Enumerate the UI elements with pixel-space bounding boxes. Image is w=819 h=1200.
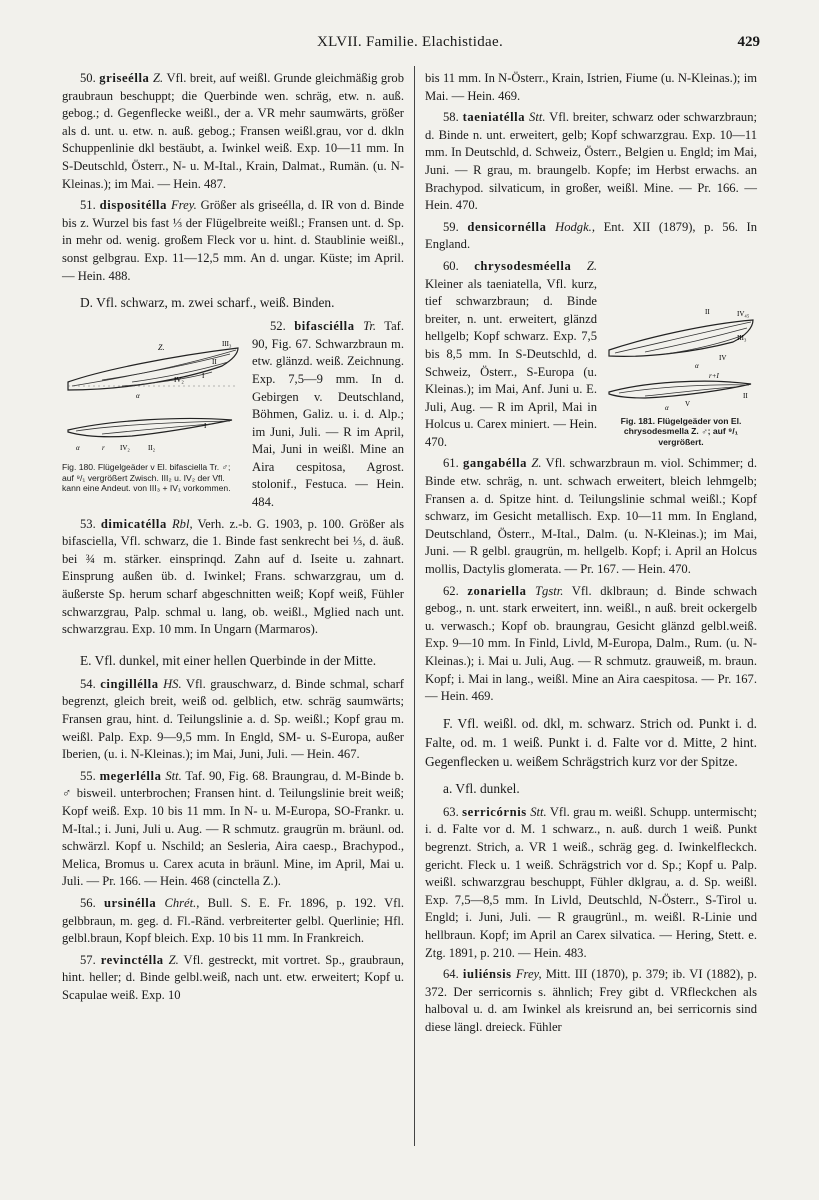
species-name: revinctélla [100,952,164,967]
svg-text:r+I: r+I [709,371,719,380]
entry-number: 54. [80,676,96,691]
svg-text:IV₂: IV₂ [120,444,130,453]
entry-61 [425,455,757,578]
wing-venation-diagram-180 [62,320,244,462]
species-name: iuliénsis [462,967,512,982]
entry-number: 64. [443,967,459,982]
figure-180 [62,320,244,493]
entry-text: Vfl. breit, auf weißl. Grunde gleichmäßig grob graubraun beschuppt; die Querbinde wen. schräg, etw. n. auß. gebog.; d. Gegenflecke weißl., der a. VR mehr saumwärts, größer als d. unt. u. etw. n. auß. gebog.; Fransen weißl.grau, vor d. dkln Schuppenlinie dkl bestäubt, a. Iwinkel weiß. Exp. 10—11 mm. In S-Deutschld, Österr., N- u. M-Ital., Krain, Dalmat., Rumän. (u. N-Kleinas.); im Mai. — Hein. 487. [62,71,405,191]
running-header [60,34,760,54]
svg-text:α: α [665,403,669,412]
svg-text:r: r [102,444,105,453]
entry-text: Verh. z.-b. G. 1903, p. 100. Größer als bifasciella, Vfl. schwarz, die 1. Binde fast senkrecht bei ⅓, d. äuß. bei ¾ m. stärker. einsprinqd. Zahn auf d. Iseite u. zahnart. Einsprung außen üb. d. Iwinkel; Frans. schwarzgrau, um d. äußerste Sp. herum scharf abgeschnitten weiß; Kopf weiß, Fühler schwarzgrau, Palp. schmal u. lang, ob. weißl., Mglied nach unt. schwarzgrau. Exp. 10 mm. In Ungarn (Marmaros). [62,516,405,637]
entry-54 [62,676,404,764]
entry-58 [425,109,757,215]
svg-text:α: α [136,392,140,401]
svg-text:IV: IV [719,353,727,362]
figure-caption: Fig. 180. Flügelgeäder v El. bifasciella Tr. ♂; auf ⁹/₁ vergrößert Zwisch. III₂ u. IV₂ der Vfl. kann eine Andeut. von III₃ + IV₁ vorkommen. [62,462,231,493]
section-heading-a: a. Vfl. dunkel. [443,780,520,796]
entry-number: 57. [80,952,96,967]
entry-text: Vfl. dklbraun; d. Binde schwach gebog., n. unt. stark erweitert, inn. weißl., n auß. breit ockergelb u. verwasch.; Kopf ob. braungrau, Gesicht glänzd gelbl.weiß. Exp. 9—10 mm. In Finld, Livld, M-Europa, Dalm., Rum. (u. N-Kleinas.); i. Mai u. Juli, Aug. — R schmutz. grauweiß, m. braun. Kopf; i. Mai in lang., weißl. Mine an Aira caespitosa. — Pr. 167. — Hein. 469. [425,583,758,704]
entry-number: 59. [443,219,459,234]
entry-number: 55. [80,768,96,783]
svg-text:α: α [695,361,699,370]
entry-text: Vfl. gestreckt, mit vortret. Sp., graubraun, hint. heller; d. Binde gelbl.weiß, nach unt. etw. erweitert; Kopf u. Scapulae weiß. Exp. 10 [62,952,405,1002]
species-author: Chrét., [164,895,200,910]
continued-text: bis 11 mm. In N-Österr., Krain, Istrien, Fiume (u. N-Kleinas.); im Mai. — Hein. 469. [425,71,757,103]
entry-64 [425,966,757,1036]
entry-text: Mitt. III (1870), p. 379; ib. VI (1882), p. 372. Der serricornis s. ähnlich; Frey gibt d. VRfleckchen als halboval u. d. am Iwinkel als kreisrund an, bei serricornis sind diese längl. dreieck. Fühler [425,967,757,1034]
species-name: densicornélla [467,219,547,234]
svg-text:V: V [685,399,691,408]
header-title: XLVII. Familie. Elachistidae. [316,34,504,50]
species-author: Frey. [170,198,197,213]
svg-text:II: II [743,391,748,400]
entry-number: 50. [80,71,96,85]
entry-text: Taf. 90, Fig. 68. Braungrau, d. M-Binde b. ♂ bisweil. unterbrochen; Fransen hint. d. Teilungslinie breit weiß; Kopf weiß. Exp. 10 bis 11 mm. In N- u. M-Europa, SO-Frankr. u. M-Ital.; i. Juni, Juli u. Aug. — R schmutz. graugrün m. bräunl. od. schwärzl. Kopf u. Nschild; an Sesleria, Aira caesp., Brachypod., Melica, Bromus u. Carex acuta in bräunl. Mine, im April, Mai u. Juli. — Pr. 166. — Hein. 468 (cinctella Z.). [62,768,404,889]
species-author: Stt. [530,804,547,819]
species-name: griseélla [99,71,150,85]
species-author: Z. [531,456,542,471]
entry-53 [62,516,404,639]
entry-number: 61. [443,456,459,471]
species-name: taeniatélla [462,110,526,125]
svg-text:I: I [204,422,207,431]
page-number: 429 [737,34,760,50]
svg-text:α: α [76,444,80,453]
entry-text: Vfl. grau m. weißl. Schupp. untermischt; i. d. Falte vor d. M. 1 schwarz., n. auß. durch 1 weiß. Punkt begrenzt. Strich, a. VR 1 weiß., schräg geg. d. Iwinkelfleckch. gericht. Fleck u. 1 weiß. Schrägstrich vor d. Sp.; Kopf u. Palp. weißl. schwarzgrau beschuppt, Fühler dklgrau, a. d. Sp. weißl. Exp. 7,5—8,5 mm. In Livld, Deutschld, N-Österr., S-Tirol u. Engld; i. Juni, Juli. — R graugrünl., m. weißl. R-Linie und hellbraun. Kopf; im April an Carex silvatica. — Hering, Stett. e. Ztg. 1891, p. 210. — Hein. 483. [425,804,758,960]
species-name: ursinélla [103,895,157,910]
entry-63 [425,804,757,962]
entry-text: Taf. 90, Fig. 67. Schwarzbraun m. etw. glänzd. weiß. Zeichnung. Exp. 7,5—9 mm. In d. Gebirgen v. Deutschland, Böhmen, Galiz. u. i. d. Alp.; im Juni, Juli. — R im April, Mai, Juni in weißl. Mine an Aira cespitosa, Agrost. stolonif., Festuca. — Hein. 484. [252,319,405,510]
species-author: Frey, [515,967,542,982]
species-name: chrysodesméella [474,258,572,273]
entry-text: Vfl. breiter, schwarz oder schwarzbraun; d. Binde n. unt. erweitert, gelb; Kopf schwarzgrau. Exp. 10—11 mm. In Deutschld, d. Schweiz, Österr., Belgien u. Engld; im Mai, Juni. — R grau, m. braungelb. Kopfe; im Herbst erwachs. an Brachypod. silvaticum, in großer, weißl. Mine. — Pr. 166. — Hein. 470. [425,110,758,213]
species-author: Stt. [529,110,546,125]
section-heading-d: D. Vfl. schwarz, m. zwei scharf., weiß. Binden. [80,295,335,311]
species-author: Z. [586,258,597,273]
species-name: dispositélla [99,198,168,213]
entry-number: 52. [270,319,286,334]
entry-number: 62. [443,583,459,598]
entry-57 [62,952,404,1005]
svg-text:III₃: III₃ [737,333,747,342]
species-author: Hodgk., [555,219,595,234]
entry-62 [425,583,757,706]
left-column [62,70,404,1009]
svg-text:IV₄₅: IV₄₅ [737,309,750,318]
entry-59 [425,219,757,254]
species-author: Tr. [363,319,377,334]
entry-number: 60. [443,258,459,273]
species-author: Stt. [165,768,182,783]
species-author: Z. [152,71,164,85]
entry-number: 51. [80,198,96,213]
right-column [425,70,757,1041]
svg-text:I: I [202,372,205,381]
entry-text: Kleiner als taeniatella, Vfl. kurz, tief schwarzbraun; d. Binde breiter, n. unt. erweitert, glänzd hellgelb; Kopf schwarz. Exp. 7,5 bis 8,5 mm. In S-Deutschld, d. Schweiz, Österr., S-Europa (u. Kleinas.); im Mai, Anf. Juni u. E. Juli, Aug. — R im April, Mai in Holcus u. Carex miniert. — Hein. 470. [425,276,597,449]
entry-number: 56. [80,895,96,910]
entry-55 [62,768,404,891]
species-name: cingillélla [100,676,159,691]
species-author: Z. [168,952,179,967]
species-author: Tgstr. [535,583,564,598]
entry-56 [62,895,404,948]
species-name: serricórnis [462,804,527,819]
entry-text: Vfl. schwarzbraun m. viol. Schimmer; d. Binde etw. schräg, n. unt. schwach erweitert, bleich lehmgelb; Fransen a. d. Spitze hint. d. Teilungslinie schmal weißl.; Kopf schwarz, im Gesicht metallisch. Exp. 10—11 mm. In England, Deutschland, Österr., M-Ital., Dalm. (u. N-Kleinas.); im Mai, Juni. — R gelbl. graugrün, m. hellgelb. Kopf; i. April an Holcus mollis, Dactylis glomerata. — Pr. 167. — Hein. 470. [425,456,757,577]
species-author: Rbl, [171,516,193,531]
entry-text: Größer als griseélla, d. IR von d. Binde bis z. Wurzel bis fast ⅓ der Flügelbreite weißl.; Fransen unt. d. Sp. in mehr od. wenig. großem Fleck vor u. hint. d. Staublinie weißl., sonst gelbgrau. Exp. 11—12,5 mm. An d. ungar. Küste; im April. — Hein. 488. [62,198,404,283]
entry-text: Ent. XII (1879), p. 56. In England. [425,219,758,252]
wing-venation-diagram-181 [605,298,757,416]
svg-text:III₃: III₃ [222,340,232,349]
svg-text:II₂: II₂ [148,444,156,453]
entry-50 [62,70,404,193]
section-heading-e: E. Vfl. dunkel, mit einer hellen Querbinde in der Mitte. [80,652,377,668]
svg-text:II: II [705,307,710,316]
svg-text:II: II [212,358,217,367]
svg-text:IV₂: IV₂ [174,376,184,385]
species-name: megerlélla [99,768,162,783]
section-heading-f: F. Vfl. weißl. od. dkl, m. schwarz. Strich od. Punkt i. d. Falte, od. m. 1 weiß. Punkt i. d. Falte vor d. Mitte, 2 hint. Gegenflecken u. weißem Schrägstrich kurz vor der Spitze. [425,715,757,769]
species-author: HS. [163,676,182,691]
species-name: bifasciélla [294,319,355,334]
entry-number: 58. [443,110,459,125]
figure-caption: Fig. 181. Flügelgeäder von El. chrysodesmella Z. ♂; auf ⁹/₁ vergrößert. [620,415,742,447]
species-name: gangabélla [463,456,528,471]
svg-text:Z.: Z. [158,343,165,353]
column-divider [414,66,415,1146]
species-name: zonariella [467,583,527,598]
entry-51 [62,197,404,285]
entry-text: Vfl. grauschwarz, d. Binde schmal, scharf begrenzt, gleich breit, weiß od. gelblich, etw. schräg saumwärts; Fransen grau, hint. d. Teilungslinie a. d. Sp. weißl.; Kopf grau m. weißl. Palp. Exp. 9—9,5 mm. In Engld, SM- u. S-Europa, außer Iberien, (u. i. N-Kleinas.); im Mai, Juni, Juli. — Hein. 467. [62,676,405,762]
entry-text: Bull. S. E. Fr. 1896, p. 192. Vfl. gelbbraun, m. geg. d. Fl.-Ränd. verbreiterter gelbl. Querlinie; Hfl. gelbl.braun, Kopf bleich. Exp. 10 bis 11 mm. In Frankreich. [62,895,405,946]
species-name: dimicatélla [100,516,167,531]
entry-number: 63. [443,804,459,819]
entry-number: 53. [80,516,96,531]
figure-181 [605,298,757,447]
